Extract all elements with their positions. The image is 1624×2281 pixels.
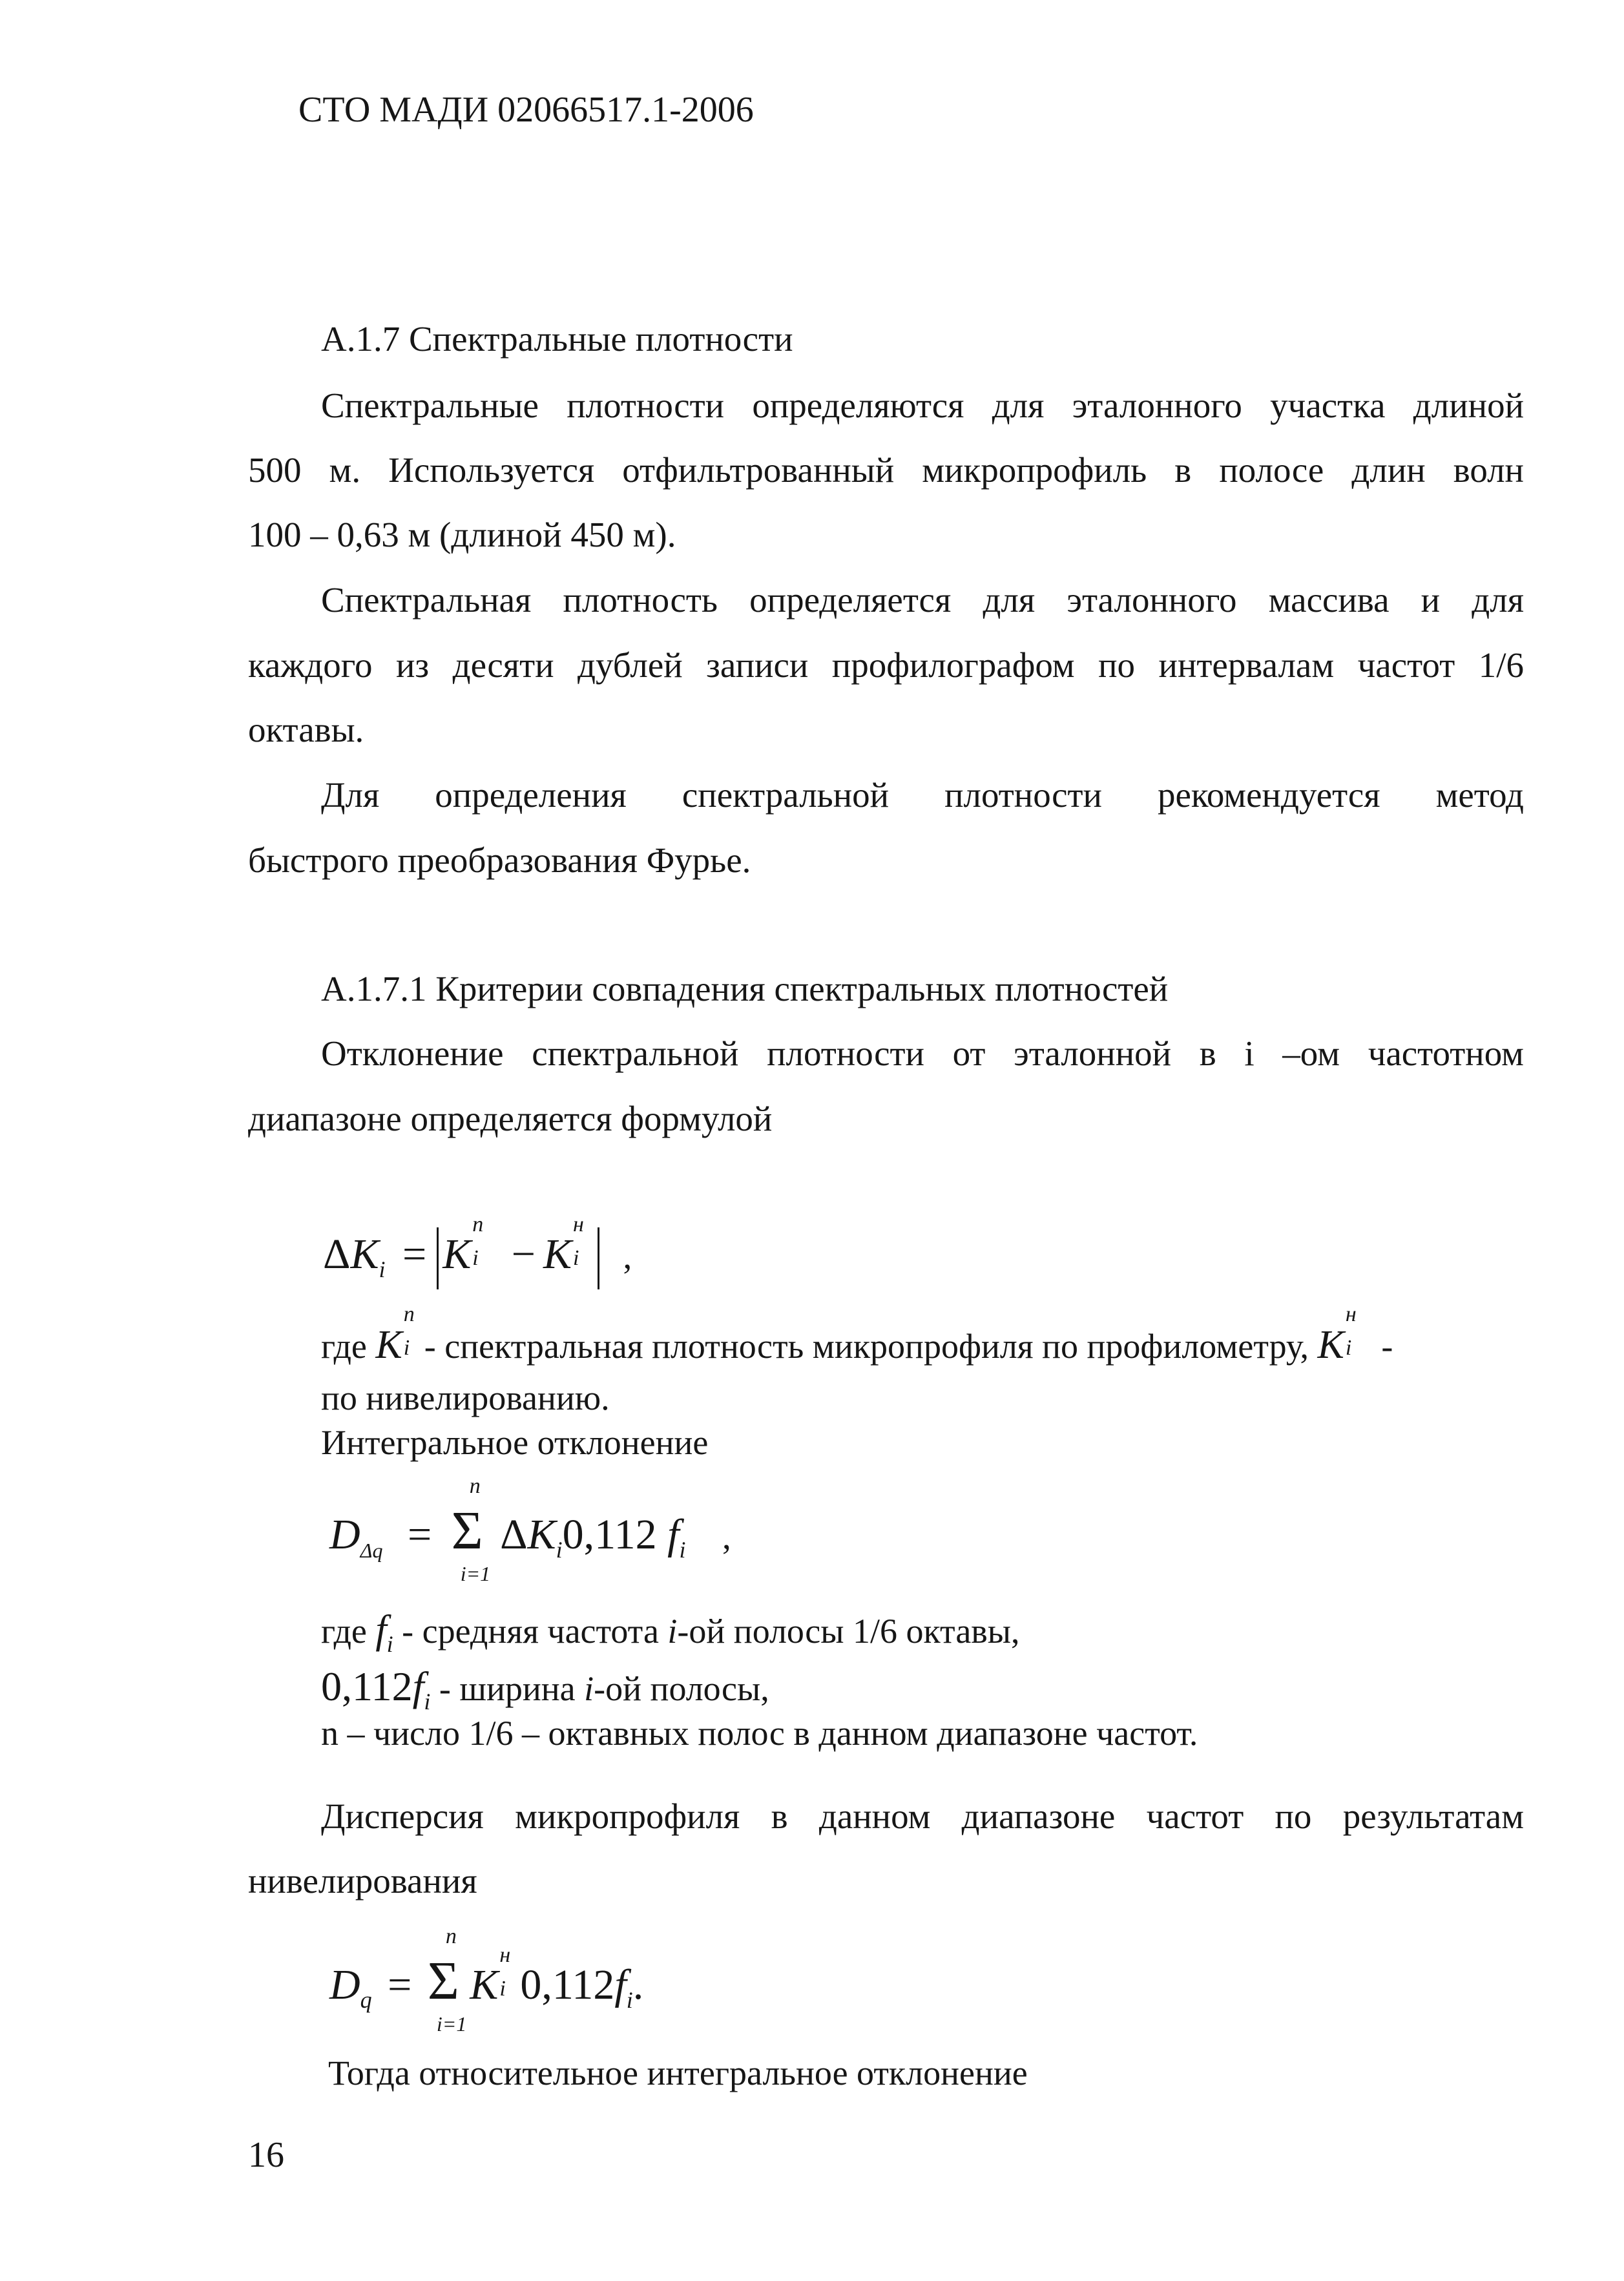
- definition-line: где $f_i$ - средняя частота i-ой полосы 1/6 октавы,: [321, 1608, 1020, 1657]
- paragraph-line: октавы.: [248, 710, 364, 749]
- document-code: СТО МАДИ 02066517.1-2006: [298, 90, 754, 130]
- paragraph-line: каждого из десяти дублей записи профилографом по интервалам частот 1/6: [248, 645, 1524, 685]
- paragraph-line: Тогда относительное интегральное отклонение: [328, 2054, 1028, 2092]
- sum-sign: Σ n i=1: [427, 1924, 467, 2036]
- paragraph-line: нивелирования: [248, 1861, 477, 1901]
- formula-delta-k: $\Delta K_i = K$ n i − K н i ,: [323, 1227, 632, 1289]
- paragraph-line: Для определения спектральной плотности рекомендуется метод: [321, 775, 1524, 815]
- section-title-a17: А.1.7 Спектральные плотности: [321, 319, 793, 359]
- formula-integral-deviation: $D_{\Delta q} = \Sigma$ n i=1 $\Delta K_i0,112$ $f_i$ ,: [329, 1474, 731, 1585]
- formula-dispersion: $D_q = \Sigma$ n i=1 K н i $0,112f_i$.: [329, 1924, 644, 2036]
- paragraph-line: 500 м. Используется отфильтрованный микропрофиль в полосе длин волн: [248, 450, 1524, 490]
- section-title-a171: А.1.7.1 Критерии совпадения спектральных плотностей: [321, 969, 1169, 1008]
- paragraph-line: Спектральные плотности определяются для эталонного участка длиной: [321, 386, 1524, 425]
- paragraph-line: 100 – 0,63 м (длиной 450 м).: [248, 515, 676, 554]
- page-number: 16: [248, 2135, 284, 2175]
- paragraph-line: быстрого преобразования Фурье.: [248, 840, 751, 880]
- definition-line: где K n i - спектральная плотность микропрофиля по профилометру, K н i -: [321, 1302, 1393, 1367]
- sum-sign: Σ n i=1: [451, 1474, 491, 1585]
- integral-label: Интегральное отклонение: [321, 1423, 709, 1462]
- definition-line: по нивелированию.: [321, 1379, 610, 1417]
- paragraph-line: Отклонение спектральной плотности от эталонной в i –ом частотном: [321, 1034, 1524, 1073]
- paragraph-line: Дисперсия микропрофиля в данном диапазоне частот по результатам: [321, 1797, 1524, 1836]
- definition-line: $0,112f_i$ - ширина i-ой полосы,: [321, 1663, 769, 1714]
- paragraph-line: Спектральная плотность определяется для эталонного массива и для: [321, 580, 1524, 620]
- paragraph-line: диапазоне определяется формулой: [248, 1099, 773, 1138]
- definition-line: n – число 1/6 – октавных полос в данном диапазоне частот.: [321, 1714, 1198, 1753]
